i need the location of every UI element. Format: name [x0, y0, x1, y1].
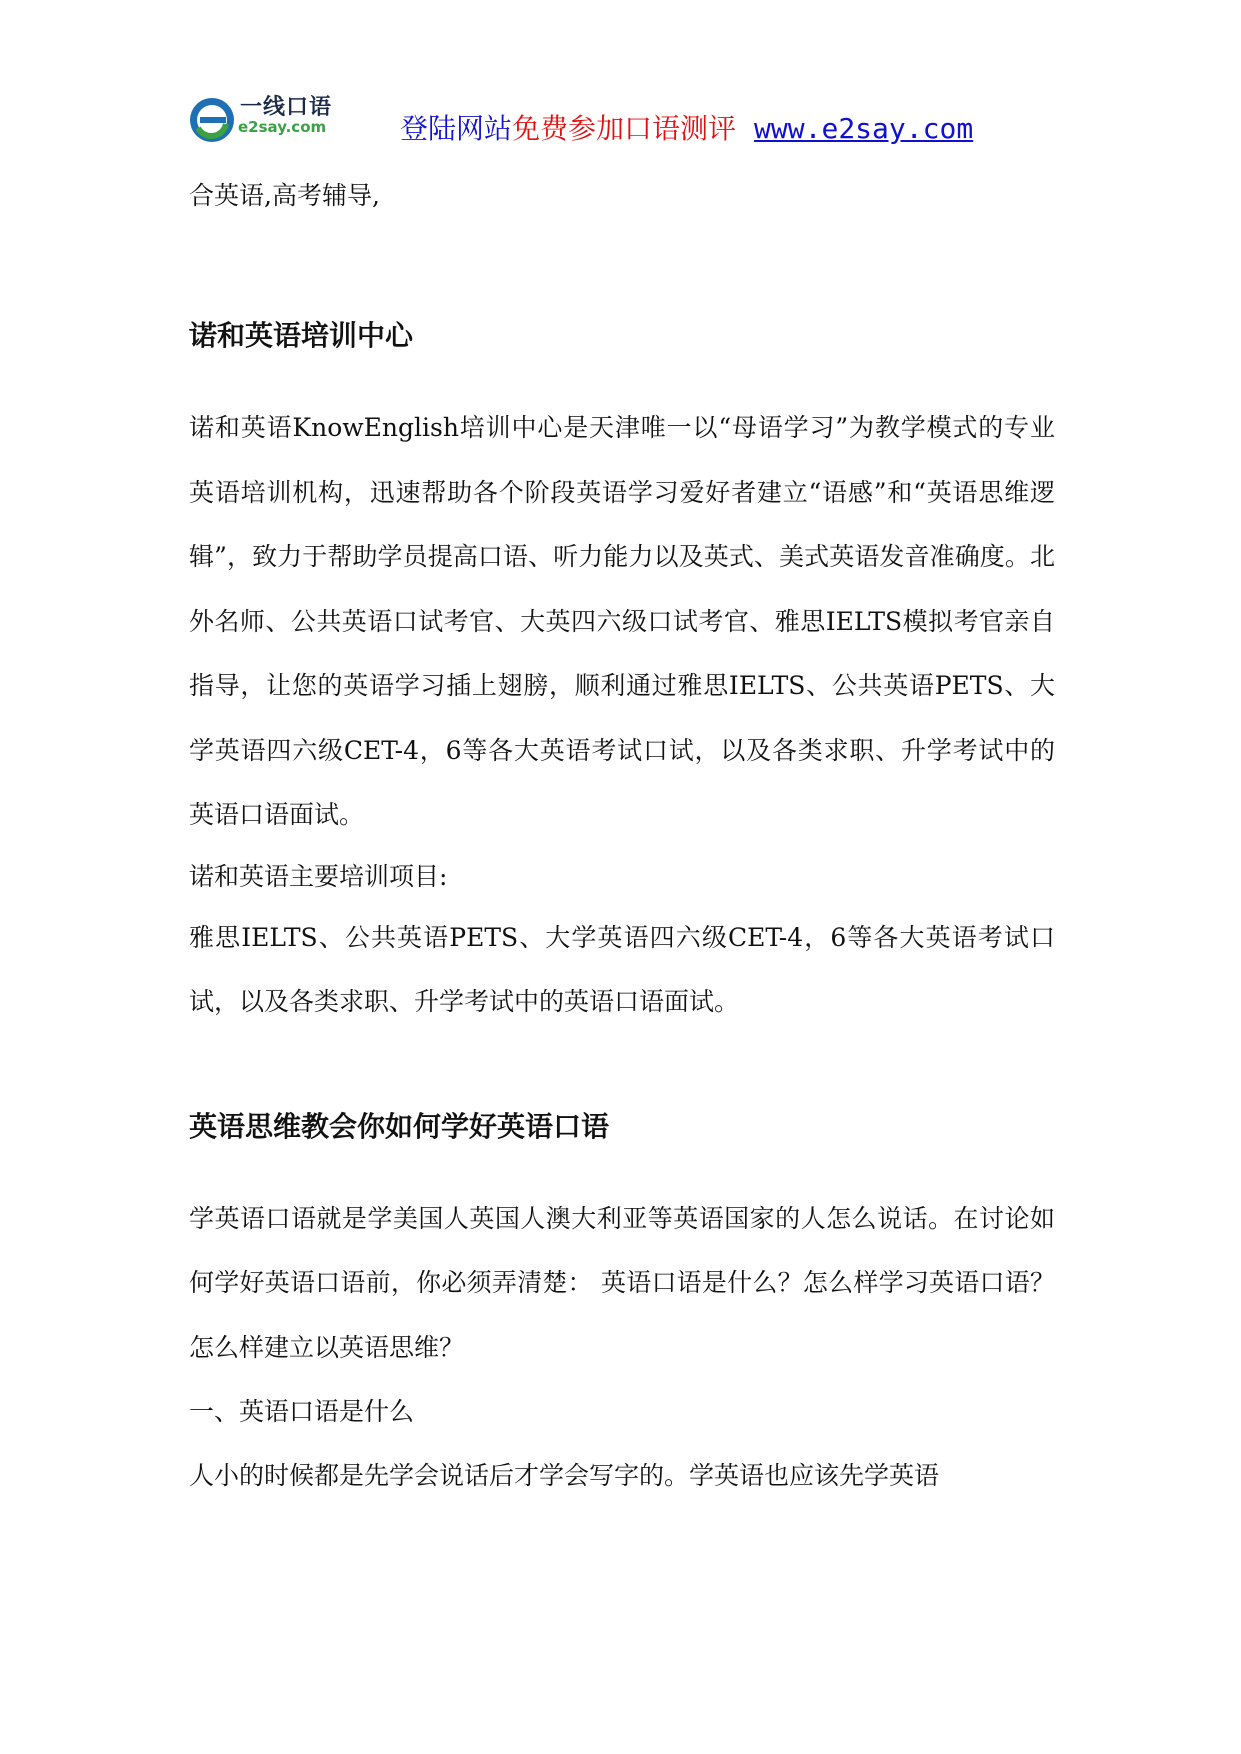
section-heading-english-thinking: 英语思维教会你如何学好英语口语 [189, 1109, 610, 1143]
section1-list-label: 诺和英语主要培训项目: [189, 861, 448, 891]
logo-title: 一线口语 [240, 95, 333, 120]
section2-paragraph: 人小的时候都是先学会说话后才学会写字的。学英语也应该先学英语 [189, 1461, 940, 1490]
promo-website-link[interactable]: www.e2say.com [754, 112, 974, 145]
section1-paragraph: 诺和英语KnowEnglish培训中心是天津唯一以“母语学习”为教学模式的专业英语培训机构，迅速帮助各个阶段英语学习爱好者建立“语感”和“英语思维逻辑”，致力于帮助学员提高口语、听力能力以及英式、美式英语发音准确度。北外名师、公共英语口试考官、大英四六级口试考官、雅思IELTS模拟考官亲自指导，让您的英语学习插上翅膀，顺利通过雅思IELTS、公共英语PETS、大学英语四六级CET-4，6等各大英语考试口试，以及各类求职、升学考试中的英语口语面试。 [189, 413, 1055, 829]
promo-banner [400, 107, 973, 147]
section2-subheading: 一、英语口语是什么 [189, 1397, 415, 1426]
section1-project-list: 雅思IELTS、公共英语PETS、大学英语四六级CET-4，6等各大英语考试口试，以及各类求职、升学考试中的英语口语面试。 [189, 922, 1055, 1016]
logo-domain: e2say.com [238, 118, 327, 136]
section-heading-noheenglish: 诺和英语培训中心 [189, 319, 414, 352]
promo-text-login: 登陆网站 [400, 112, 513, 145]
section2-intro-paragraph: 学英语口语就是学美国人英国人澳大利亚等英语国家的人怎么说话。在讨论如何学好英语口语前，你必须弄清楚： 英语口语是什么？怎么样学习英语口语？怎么样建立以英语思维？ [189, 1203, 1055, 1362]
promo-text-free-test: 免费参加口语测评 [512, 112, 737, 145]
document-body [189, 160, 1055, 1509]
continued-line: 合英语,高考辅导, [189, 181, 380, 210]
page-header [0, 0, 1241, 150]
